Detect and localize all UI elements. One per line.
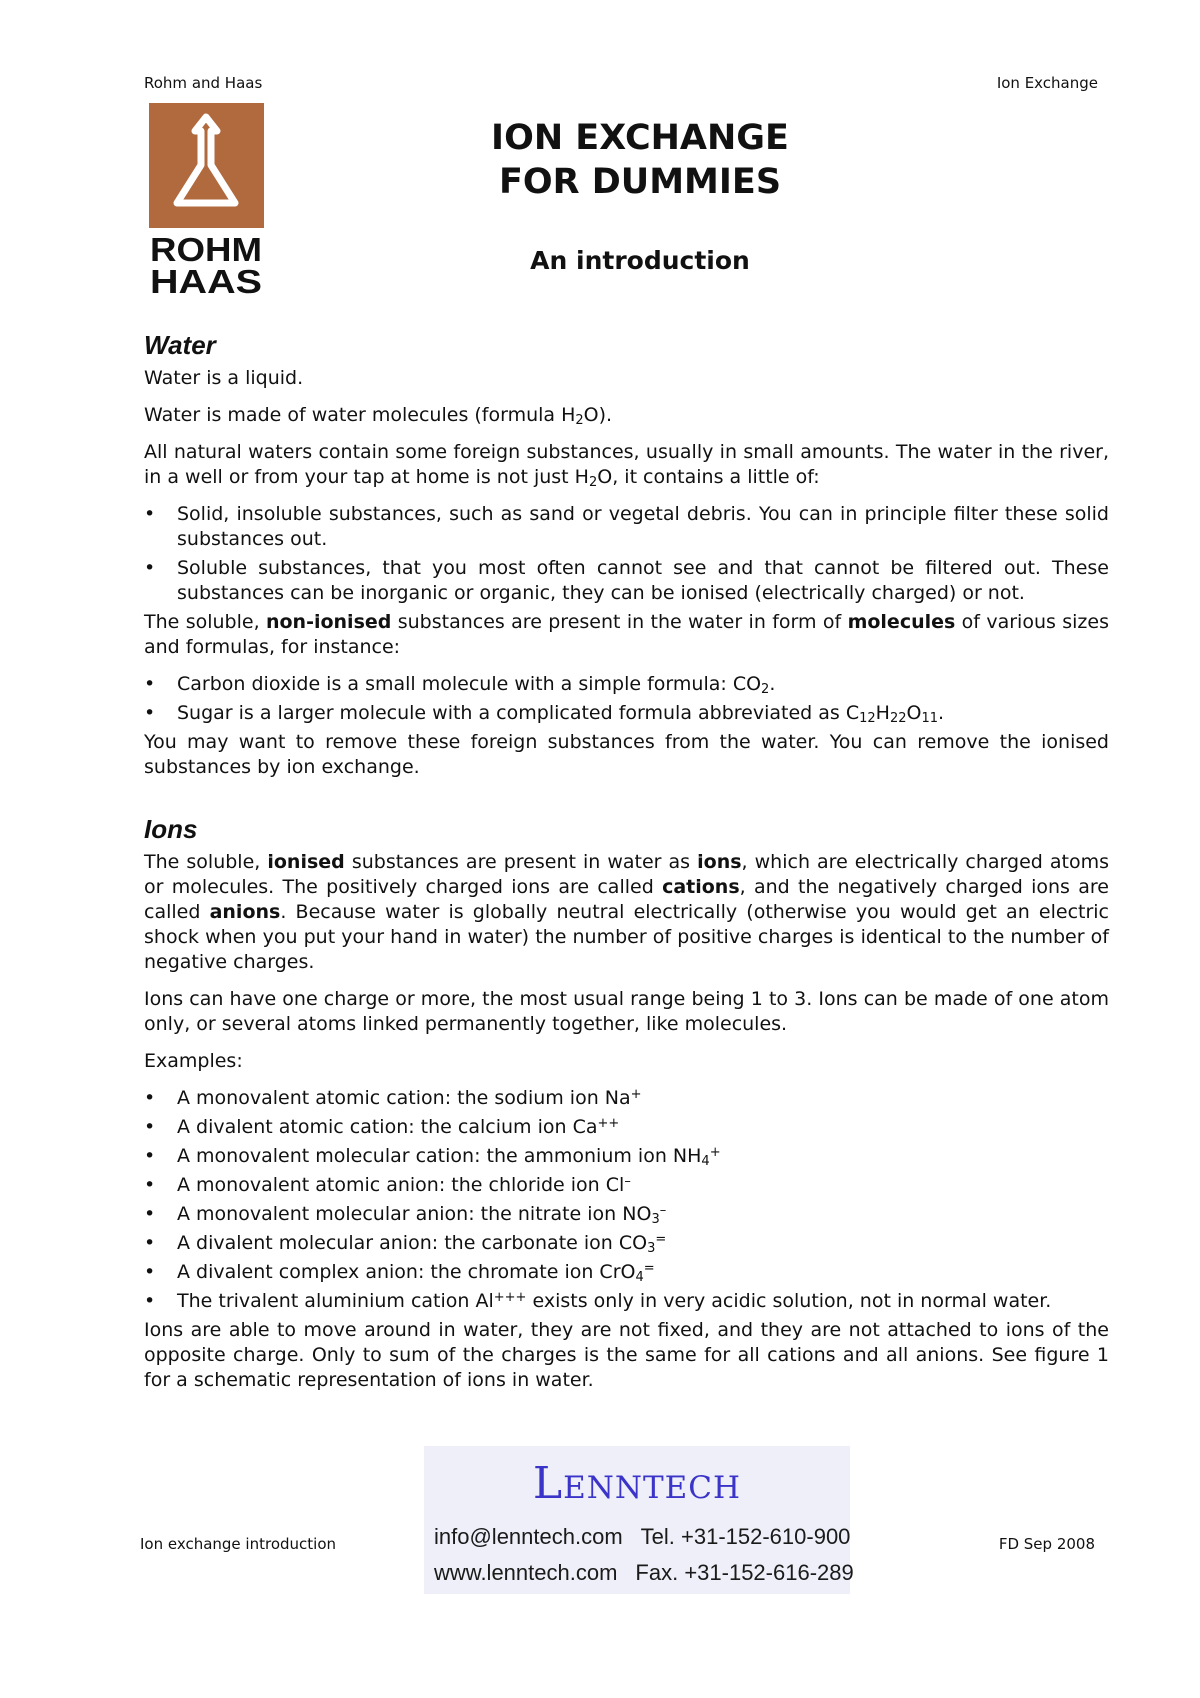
paragraph: Examples: — [144, 1050, 243, 1072]
list-item: • A monovalent atomic cation: the sodium ion Na+ — [144, 1086, 1109, 1111]
paragraph: Water is made of water molecules (formula $H_2O$). — [144, 404, 613, 428]
header-company: Rohm and Haas — [144, 74, 263, 92]
lenntech-phone: Tel. +31-152-610-900 — [640, 1524, 851, 1549]
list-item: • Carbon dioxide is a small molecule with a simple formula: $CO_2$. — [144, 672, 1109, 697]
lenntech-logo: Lenntech — [532, 1458, 742, 1509]
paragraph: The soluble, non-ionised substances are present in the water in form of molecules of various sizes and formulas, for instance: — [144, 611, 1109, 658]
bullet-list — [144, 1086, 1109, 1314]
document-body — [144, 330, 1109, 1405]
bullet-list — [144, 672, 1109, 726]
paragraph: Ions can have one charge or more, the most usual range being 1 to 3. Ions can be made of one atom only, or several atoms linked permanently together, like molecules. — [144, 988, 1109, 1035]
lenntech-website[interactable]: www.lenntech.com — [434, 1560, 618, 1585]
paragraph: Water is a liquid. — [144, 367, 304, 389]
header-topic: Ion Exchange — [996, 74, 1098, 92]
lenntech-email[interactable]: info@lenntech.com — [434, 1524, 623, 1549]
footer-document-name: Ion exchange introduction — [140, 1535, 337, 1553]
title-line-1: ION EXCHANGE — [491, 118, 789, 158]
list-item: • A divalent molecular anion: the carbonate ion $CO_3^=$ — [144, 1231, 1109, 1256]
section-heading-water: Water — [144, 330, 216, 360]
paragraph: The soluble, ionised substances are present in water as ions, which are electrically charged atoms or molecules. The positively charged ions are called cations, and the negatively charged ions are called anions. Because water is globally neutral electrically (otherwise you would get an electric shock when you put your hand in water) the number of positive charges is identical to the number of negative charges. — [144, 851, 1109, 973]
paragraph: Ions are able to move around in water, they are not fixed, and they are not attached to ions of the opposite charge. Only to sum of the charges is the same for all cations and all anions. See figure 1 for a schematic representation of ions in water. — [144, 1319, 1109, 1391]
list-item: • A monovalent molecular anion: the nitrate ion $NO_3^-$ — [144, 1202, 1109, 1227]
list-item: • A divalent complex anion: the chromate ion CrO$_4$= — [144, 1260, 1109, 1285]
paragraph: You may want to remove these foreign substances from the water. You can remove the ionised substances by ion exchange. — [144, 731, 1109, 778]
logo-text-rohm: ROHM — [150, 231, 262, 268]
lenntech-contact-box — [424, 1446, 854, 1594]
section-heading-ions: Ions — [144, 814, 198, 844]
document-title — [420, 116, 860, 204]
rohm-haas-logo — [149, 103, 264, 295]
list-item: • A divalent atomic cation: the calcium ion Ca++ — [144, 1115, 1109, 1140]
paragraph: All natural waters contain some foreign substances, usually in small amounts. The water in the river, in a well or from your tap at home is not just $H_2O$, it contains a little of: — [144, 441, 1109, 490]
list-item: • A monovalent molecular cation: the ammonium ion $NH_4^+$ — [144, 1144, 1109, 1169]
list-item: • Soluble substances, that you most often cannot see and that cannot be filtered out. These substances can be inorganic or organic, they can be ionised (electrically charged) or not. — [144, 556, 1109, 606]
document-subtitle: An introduction — [530, 246, 750, 275]
list-item: • Sugar is a larger molecule with a complicated formula abbreviated as $C_{12}H_{22}O_{11}$. — [144, 701, 1109, 726]
logo-text-haas: HAAS — [150, 263, 262, 295]
list-item: • A monovalent atomic anion: the chloride ion Cl– — [144, 1173, 1109, 1198]
footer-date: FD Sep 2008 — [998, 1535, 1095, 1553]
lenntech-fax: Fax. +31-152-616-289 — [635, 1560, 854, 1585]
title-line-2: FOR DUMMIES — [498, 162, 782, 202]
list-item: • Solid, insoluble substances, such as sand or vegetal debris. You can in principle filter these solid substances out. — [144, 502, 1109, 552]
list-item: • The trivalent aluminium cation Al+++ exists only in very acidic solution, not in normal water. — [144, 1289, 1109, 1314]
bullet-list — [144, 502, 1109, 606]
